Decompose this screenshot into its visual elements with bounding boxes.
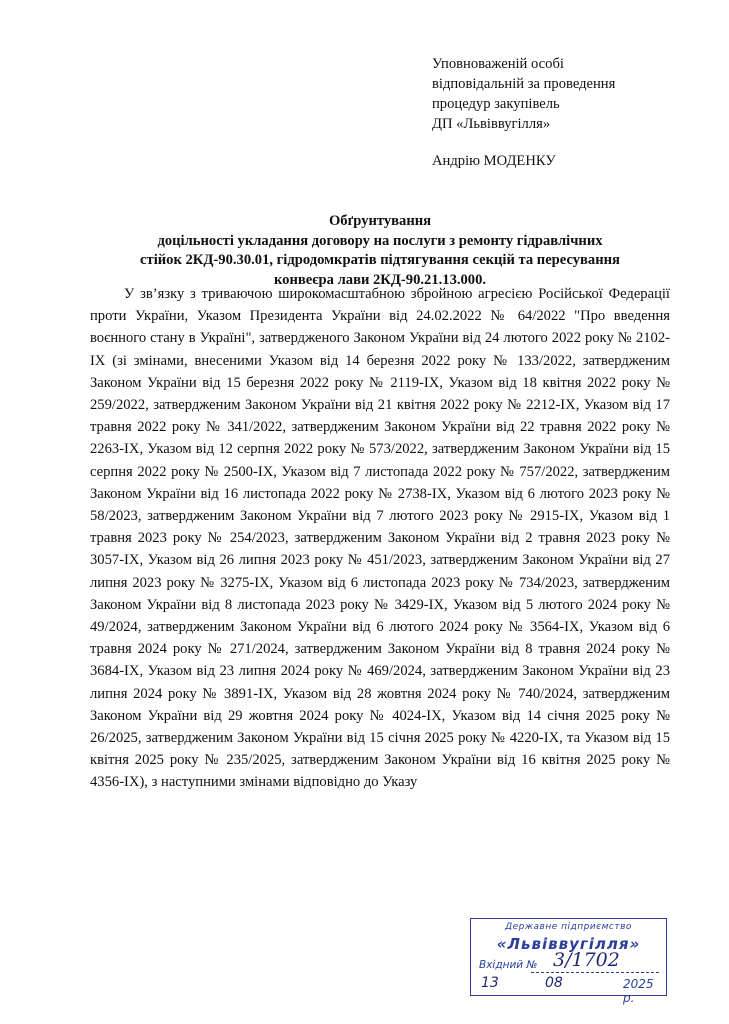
- addressee-line: процедур закупівель: [432, 96, 560, 112]
- stamp-date-month: 08: [545, 975, 563, 991]
- stamp-incoming-number: 3/1702: [553, 949, 620, 971]
- stamp-date-year: 2025 р.: [623, 977, 654, 1005]
- registration-stamp: [470, 918, 667, 1005]
- addressee-line: ДП «Львіввугілля»: [432, 116, 551, 132]
- addressee-line: відповідальній за проведення: [432, 76, 616, 92]
- document-title: [90, 212, 670, 290]
- stamp-incoming-label: Вхідний №: [479, 959, 538, 971]
- stamp-number-underline: [531, 972, 659, 973]
- stamp-org-name: «Львіввугілля»: [496, 935, 641, 953]
- body-paragraph: У зв’язку з тривaючою широкомасштабною збройною агресією Російської Федерації проти України, Указом Президента України від 24.02.2022 № 64/2022 "Про введення воєнного стану в Україні", затвердженого Законом України від 24 лютого 2022 року № 2102-IX (зі змінами, внесеними Указом від 14 березня 2022 року № 133/2022, затвердженим Законом України від 15 березня 2022 року № 2119-IX, Указом від 18 квітня 2022 року № 259/2022, затвердженим Законом України від 21 квітня 2022 року № 2212-IX, Указом від 17 травня 2022 року № 341/2022, затвердженим Законом України від 22 травня 2022 року № 2263-IX, Указом від 12 серпня 2022 року № 573/2022, затвердженим Законом України від 15 серпня 2022 року № 2500-IX, Указом від 7 листопада 2022 року № 757/2022, затвердженим Законом України від 16 листопада 2022 року № 2738-IX, Указом від 6 лютого 2023 року № 58/2023, затвердженим Законом України від 7 лютого 2023 року № 2915-IX, Указом від 1 травня 2023 року № 254/2023, затвердженим Законом України від 2 травня 2023 року № 3057-IX, Указом від 26 липня 2023 року № 451/2023, затвердженим Законом України від 27 липня 2023 року № 3275-IX, Указом від 6 листопада 2023 року № 734/2023, затвердженим Законом України від 8 листопада 2023 року № 3429-IX, Указом від 5 лютого 2024 року № 49/2024, затвердженим Законом України від 6 лютого 2024 року № 3564-IX, Указом від 6 травня 2024 року № 271/2024, затвердженим Законом України від 8 травня 2024 року № 3684-IX, Указом від 23 липня 2024 року № 469/2024, затвердженим Законом України від 23 липня 2024 року № 3891-IX, Указом від 28 жовтня 2024 року № 740/2024, затвердженим Законом України від 29 жовтня 2024 року № 4024-IX, Указом від 14 січня 2025 року № 26/2025, затвердженим Законом України від 15 січня 2025 року № 4220-IX, та Указом від 15 квітня 2025 року № 235/2025, затвердженим Законом України від 16 квітня 2025 року № 4356-IX), з наступними змінами відповідно до Указу: [90, 286, 670, 791]
- stamp-date-day: 13: [481, 975, 499, 991]
- title-line: доцільності укладання договору на послуги з ремонту гідравлічних: [157, 232, 603, 249]
- addressee-name: Андрію МОДЕНКУ: [432, 153, 556, 169]
- addressee-line: Уповноваженій особі: [432, 56, 564, 72]
- stamp-org-type: Державне підприємство: [505, 922, 632, 932]
- title-line: Обґрунтування: [328, 213, 432, 229]
- title-line: стійок 2КД-90.30.01, гідродомкратів підтягування секцій та пересування: [140, 252, 620, 268]
- title-line: конвеєра лави 2КД-90.21.13.000.: [273, 271, 487, 288]
- addressee-block: [432, 54, 615, 171]
